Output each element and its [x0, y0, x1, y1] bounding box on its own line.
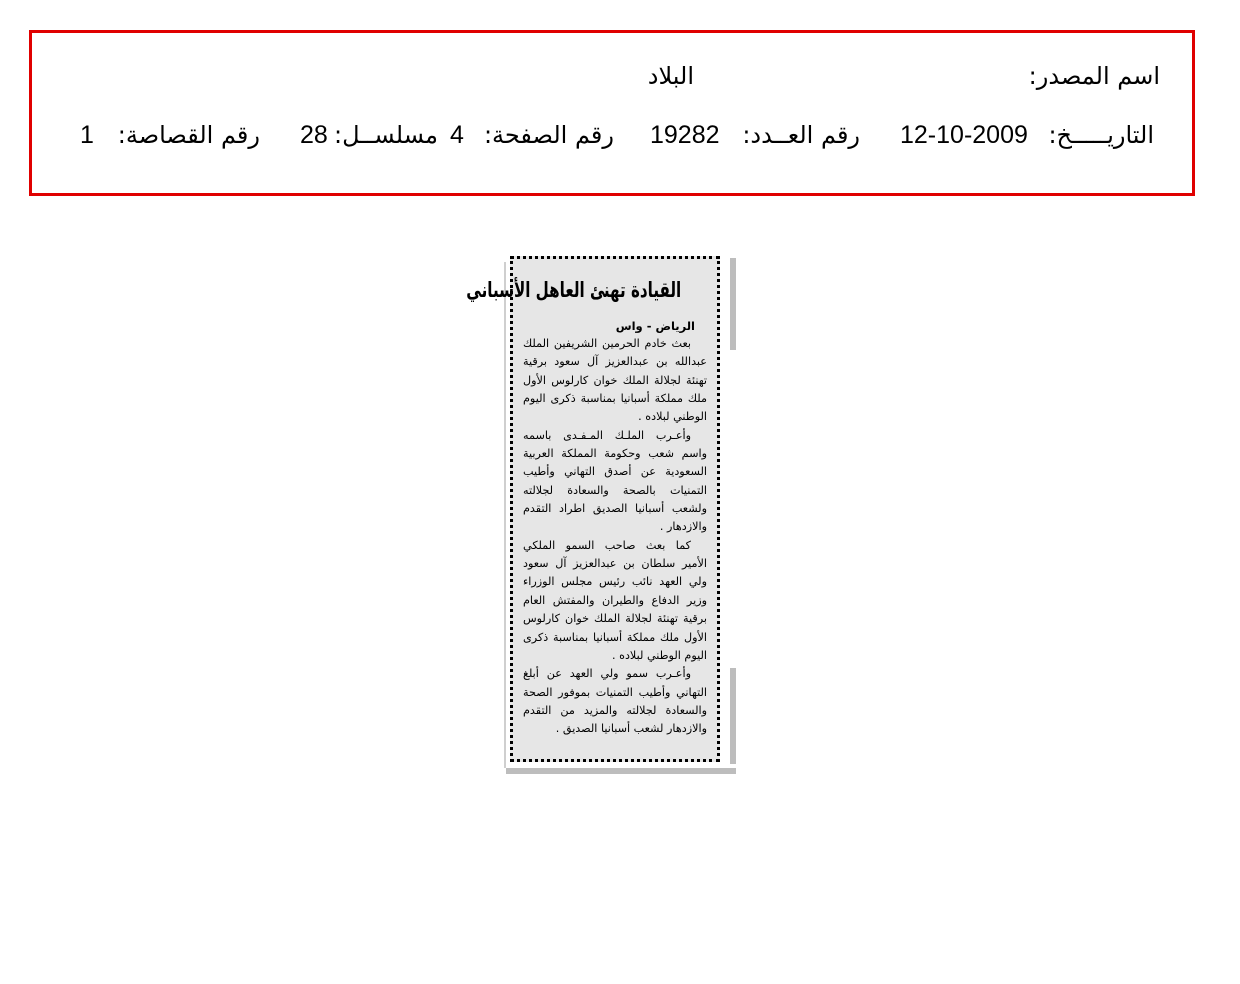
issue-value: 19282 — [650, 121, 720, 149]
source-value: البلاد — [647, 62, 694, 90]
clip-value: 1 — [80, 121, 94, 149]
article-paragraph: كما بعث صاحب السمو الملكي الأمير سلطان بن عبدالعزيز آل سعود ولي العهد نائب رئيس مجلس الوزراء وزير الدفاع والطيران والمفتش العام برقية تهنئة لجلالة الملك خوان كارلوس الأول ملك مملكة أسبانيا بمناسبة ذكرى اليوم الوطني لبلاده . — [523, 538, 707, 662]
clipping-shadow-right-top — [730, 258, 736, 350]
date-label: التاريـــــخ: — [1048, 121, 1154, 149]
date-value: 12-10-2009 — [900, 121, 1028, 149]
source-label: اسم المصدر: — [1028, 62, 1160, 90]
clipping-shadow-right-bottom — [730, 668, 736, 764]
page-label: رقم الصفحة: — [483, 121, 614, 149]
article-paragraph: بعث خادم الحرمين الشريفين الملك عبدالله بن عبدالعزيز آل سعود برقية تهنئة لجلالة الملك خوان كارلوس الأول ملك مملكة أسبانيا بمناسبة ذكرى اليوم الوطني لبلاده . — [523, 337, 707, 424]
clipping-shadow-bottom — [506, 768, 736, 774]
article-paragraph: وأعـرب سمو ولي العهد عن أبلغ التهاني وأطيب التمنيات بموفور الصحة والسعادة لجلالته والمزيد من التقدم والازدهار لشعب أسبانيا الصديق . — [523, 667, 707, 736]
article-paragraph: وأعـرب الملـك المـفـدى باسمه واسم شعب وحكومة المملكة العربية السعودية عن أصدق التهاني وأطيب التمنيات بالصحة والسعادة لجلالته ولشعب أسبانيا الصديق اطراد التقدم والازدهار . — [523, 428, 707, 534]
newspaper-clipping — [466, 256, 720, 762]
clipping-left-edge — [504, 262, 506, 768]
article-dateline: الرياض - واس — [615, 319, 695, 333]
metadata-header-box — [29, 30, 1195, 196]
issue-label: رقم العــدد: — [742, 121, 860, 149]
serial-value: 28 — [300, 121, 328, 149]
article-headline: القيادة تهنئ العاهل الأسباني — [466, 278, 682, 302]
clip-label: رقم القصاصة: — [117, 121, 260, 149]
article-body — [523, 335, 707, 739]
page-value: 4 — [450, 121, 464, 149]
serial-label: مسلســل: — [334, 121, 438, 149]
